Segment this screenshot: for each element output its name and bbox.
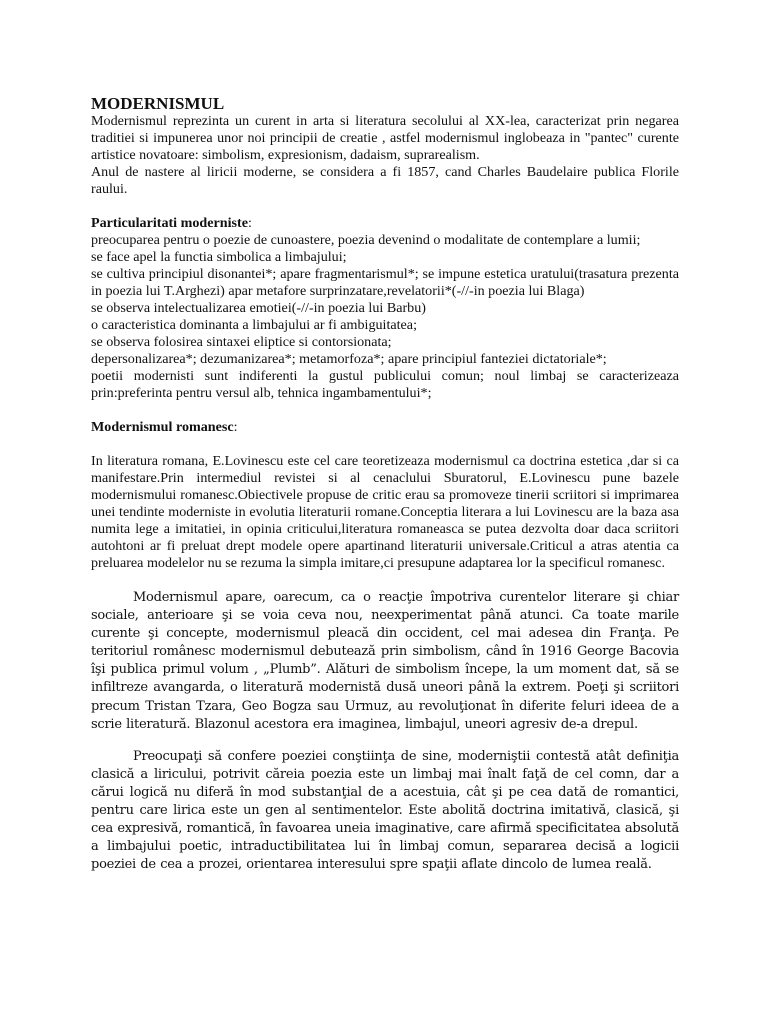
section-heading-text: Modernismul romanesc [91, 419, 234, 435]
section-heading-romanesc [91, 419, 679, 436]
list-item: se face apel la functia simbolica a limbajului; [91, 249, 347, 265]
section-heading-particularitati [91, 215, 679, 232]
list-item: preocuparea pentru o poezie de cunoastere, poezia devenind o modalitate de contemplare a lumii; [91, 232, 641, 248]
document-body [91, 94, 679, 874]
list-item: se observa intelectualizarea emotiei(-//-in poezia lui Barbu) [91, 300, 426, 316]
spacer [91, 436, 679, 453]
page-title: MODERNISMUL [91, 94, 225, 113]
spacer [91, 198, 679, 215]
list-item: se observa folosirea sintaxei eliptice si contorsionata; [91, 334, 392, 350]
body-paragraph: Modernismul apare, oarecum, ca o reacţie împotriva curentelor literare şi chiar sociale, anterioare şi se voia ceva nou, neexperimentat până atunci. Ca toate marile curente şi concepte, modernismul pleacă din occident, cel mai adesea din Franţa. Pe teritoriul românesc modernismul debutează prin simbolism, când în 1916 George Bacovia îşi publica primul volum , „Plumb”. Alături de simbolism începe, la um moment dat, să se infiltreze avangarda, o literatură modernistă dusă uneori până la extrem. Poeţi şi scriitori precum Tristan Tzara, Geo Bogza sau Urmuz, au revoluţionat în diferite feluri ideea de a scrie literatură. Blazonul acestora era imaginea, limbajul, uneori agresiv de-a drepul. [91, 590, 679, 732]
spacer [91, 734, 679, 748]
spacer [91, 402, 679, 419]
intro-paragraph: Modernismul reprezinta un curent in arta si literatura secolului al XX-lea, caracterizat prin negarea traditiei si impunerea unor noi principii de creatie , astfel modernismul inglobeaza in "pantec" curente artistice novatoare: simbolism, expresionism, dadaism, suprarealism. [91, 113, 679, 163]
list-item: depersonalizarea*; dezumanizarea*; metamorfoza*; apare principiul fanteziei dictatoriale*; [91, 351, 607, 367]
section-heading-colon: : [233, 419, 238, 435]
intro-paragraph: Anul de nastere al liricii moderne, se considera a fi 1857, cand Charles Baudelaire publica Florile raului. [91, 164, 679, 197]
section-heading-text: Particularitati moderniste [91, 215, 248, 231]
list-item: se cultiva principiul disonantei*; apare fragmentarismul*; se impune estetica uratului(trasatura prezenta in poezia lui T.Arghezi) apar metafore surprinzatare,revelatorii*(-//-in poezia lui Blaga) [91, 266, 679, 299]
romanesc-paragraph: In literatura romana, E.Lovinescu este cel care teoretizeaza modernismul ca doctrina estetica ,dar si ca manifestare.Prin intermediul revistei si al cenaclului Sburatorul, E.Lovinescu pune bazele modernismului romanesc.Obiectivele propuse de critic erau sa promoveze tinerii scriitori si imprimarea unei tendinte moderniste in evolutia literaturii romane.Conceptia literara a lui Lovinescu are la baza asa numita lege a imitatiei, in opinia criticului,literatura romaneasca se putea dezvolta doar daca scriitori autohtoni ar fi preluat drept modele opere apartinand literaturii universale.Criticul a atras atentia ca preluarea modelelor nu se rezuma la simpla imitare,ci presupune adaptarea lor la specificul romanesc. [91, 453, 679, 571]
body-paragraph: Preocupaţi să confere poeziei conştiinţa de sine, moderniştii contestă atât definiţia clasică a liricului, potrivit căreia poezia este un limbaj mai înalt faţă de cel comn, dar a cărui logică nu diferă în mod substanţial de a acestuia, cât şi pe cea dată de romantici, pentru care lirica este un gen al sentimentelor. Este abolită doctrina imitativă, clasică, şi cea expresivă, romantică, în favoarea uneia imaginative, care afirmă specificitatea absolută a limbajului poetic, intraductibilitatea lui în limbaj comun, separarea decisă a logicii poeziei de cea a prozei, orientarea interesului spre spaţii aflate dincolo de lumea reală. [91, 748, 680, 873]
list-item: poetii modernisti sunt indiferenti la gustul publicului comun; noul limbaj se caracterizeaza prin:preferinta pentru versul alb, tehnica ingambamentului*; [91, 368, 679, 401]
spacer [91, 572, 679, 589]
section-heading-colon: : [247, 215, 252, 231]
list-item: o caracteristica dominanta a limbajului ar fi ambiguitatea; [91, 317, 417, 333]
